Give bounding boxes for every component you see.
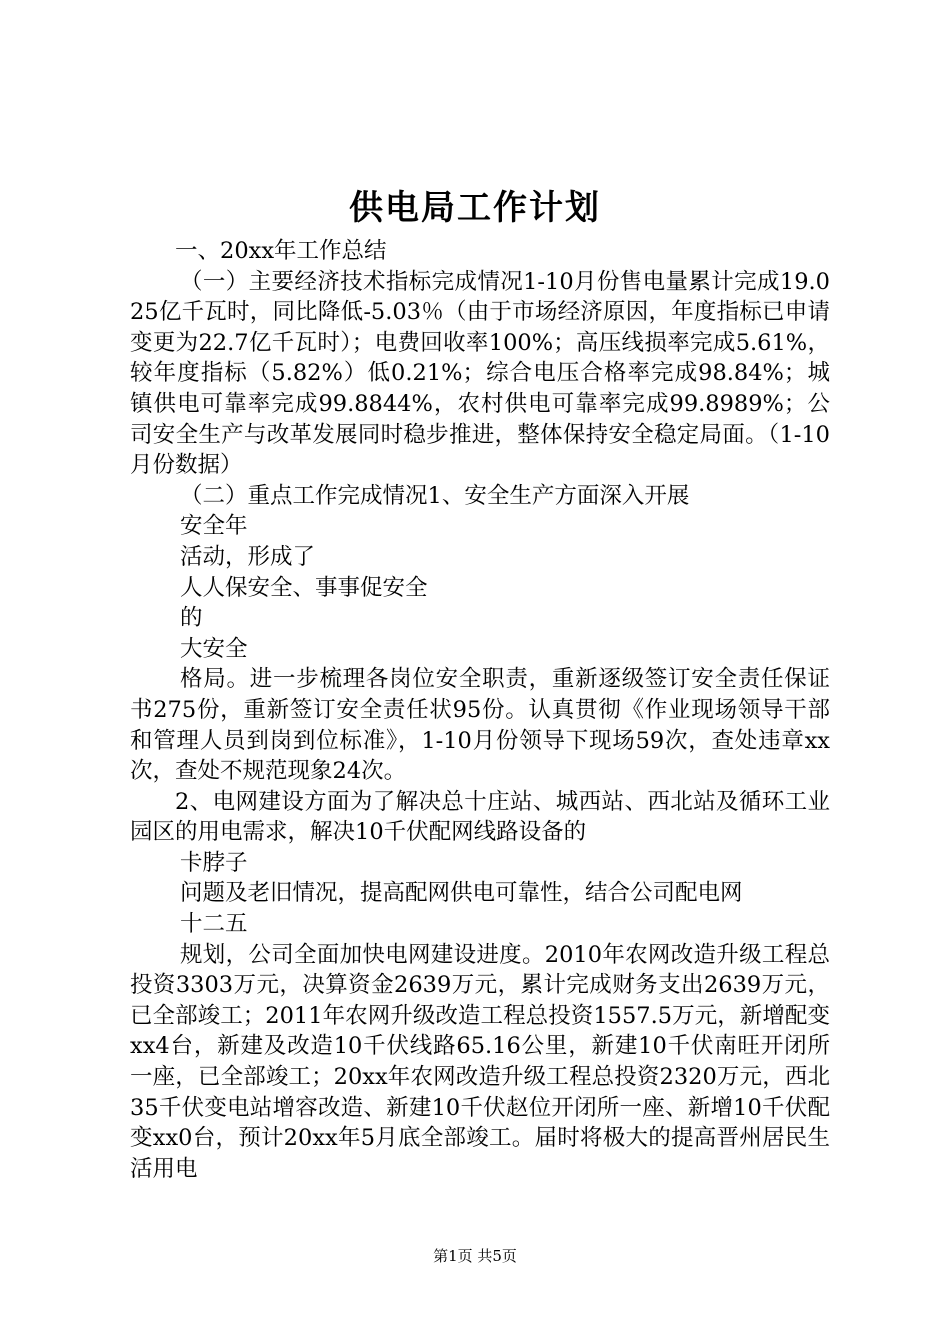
body-paragraph: 格局。进一步梳理各岗位安全职责，重新逐级签订安全责任保证书275份，重新签订安全责任状95份。认真贯彻《作业现场领导干部和管理人员到岗到位标准》，1-10月份领导下现场59次，查处违章xx次，查处不规范现象24次。 — [130, 666, 830, 785]
text-fragment: 人人保安全、事事促安全 — [180, 574, 428, 601]
text-fragment: 安全年 — [180, 513, 248, 540]
text-fragment: 问题及老旧情况，提高配网供电可靠性，结合公司配电网 — [180, 880, 743, 907]
section-heading: 一、20xx年工作总结 — [175, 238, 387, 264]
page-number-footer: 第1页 共5页 — [433, 1247, 517, 1265]
body-paragraph: 2、电网建设方面为了解决总十庄站、城西站、西北站及循环工业园区的用电需求，解决10千伏配网线路设备的 — [130, 788, 830, 846]
text-fragment: 大安全 — [180, 635, 248, 662]
document-body — [130, 236, 830, 1184]
text-fragment: 卡脖子 — [180, 849, 248, 876]
text-fragment: 的 — [180, 605, 203, 632]
text-fragment: 活动，形成了 — [180, 543, 316, 570]
body-paragraph: 规划，公司全面加快电网建设进度。2010年农网改造升级工程总投资3303万元，决算资金2639万元，累计完成财务支出2639万元，已全部竣工；2011年农网升级改造工程总投资1557.5万元，新增配变xx4台，新建及改造10千伏线路65.16公里，新建10千伏南旺开闭所一座，已全部竣工；20xx年农网改造升级工程总投资2320万元，西北35千伏变电站增容改造、新建10千伏赵位开闭所一座、新增10千伏配变xx0台，预计20xx年5月底全部竣工。届时将极大的提高晋州居民生活用电 — [130, 941, 830, 1182]
body-paragraph: （二）重点工作完成情况1、安全生产方面深入开展 — [180, 482, 690, 509]
text-fragment: 十二五 — [180, 911, 248, 938]
document-title: 供电局工作计划 — [349, 188, 601, 228]
body-paragraph: （一）主要经济技术指标完成情况1-10月份售电量累计完成19.025亿千瓦时，同比降低-5.03％（由于市场经济原因，年度指标已申请变更为22.7亿千瓦时）；电费回收率100%；高压线损率完成5.61%，较年度指标（5.82%）低0.21%；综合电压合格率完成98.84%；城镇供电可靠率完成99.8844%，农村供电可靠率完成99.8989%；公司安全生产与改革发展同时稳步推进，整体保持安全稳定局面。（1-10月份数据） — [130, 268, 830, 479]
